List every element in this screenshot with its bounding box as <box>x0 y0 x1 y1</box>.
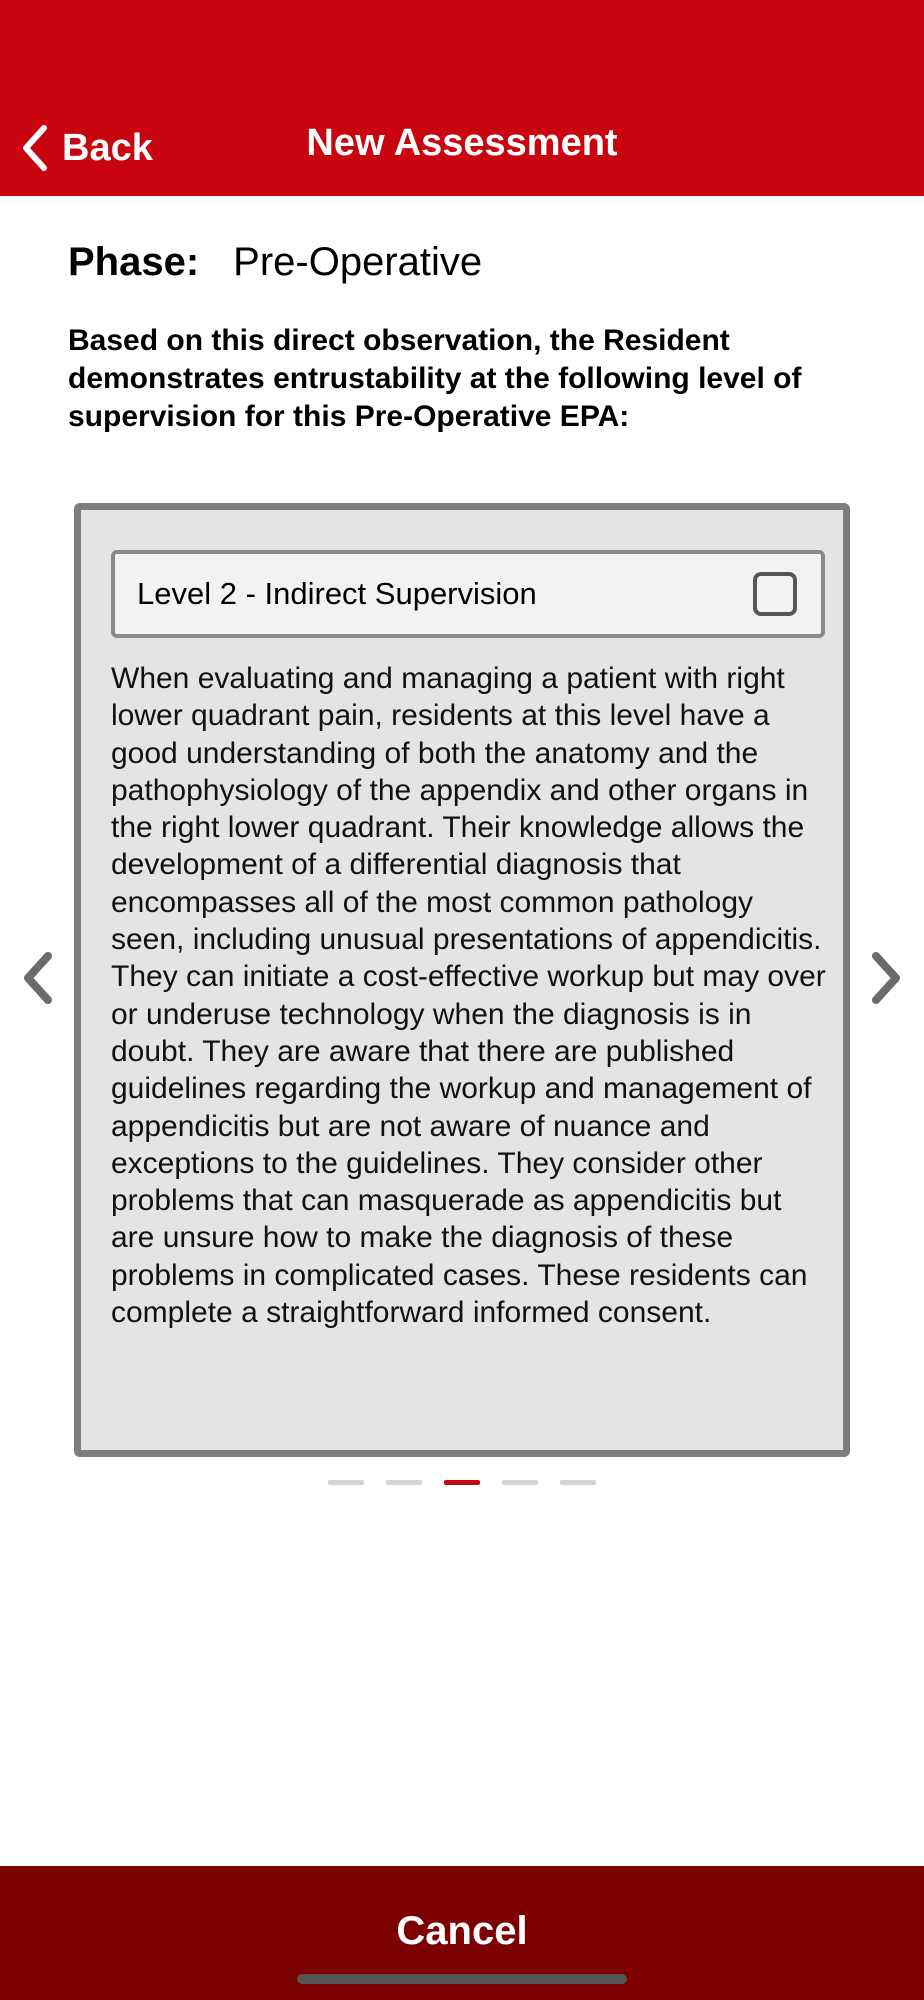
phase-label: Phase: <box>68 240 200 284</box>
level-checkbox[interactable] <box>753 572 797 616</box>
carousel-prev-button[interactable] <box>18 950 58 1006</box>
nav-header <box>0 0 924 196</box>
carousel-next-button[interactable] <box>866 950 906 1006</box>
page-dot[interactable] <box>386 1480 422 1485</box>
level-select-option[interactable] <box>111 550 825 638</box>
back-label: Back <box>62 126 153 169</box>
chevron-right-icon <box>866 950 906 1006</box>
page-dot-active[interactable] <box>444 1480 480 1485</box>
page-dot[interactable] <box>502 1480 538 1485</box>
page-title: New Assessment <box>306 122 618 164</box>
footer-bar <box>0 1866 924 2000</box>
level-description: When evaluating and managing a patient with right lower quadrant pain, residents at this level have a good understanding of both the anatomy and the pathophysiology of the appendix and other organs in the right lower quadrant. Their knowledge allows the development of a differential diagnosis that encompasses all of the most common pathology seen, including unusual presentations of appendicitis. They can initiate a cost-effective workup but may over or underuse technology when the diagnosis is in doubt. They are aware that there are published guidelines regarding the workup and management of appendicitis but are not aware of nuance and exceptions to the guidelines. They consider other problems that can masquerade as appendicitis but are unsure how to make the diagnosis of these problems in complicated cases. These residents can complete a straightforward informed consent. <box>111 662 826 1330</box>
phase-value: Pre-Operative <box>233 240 483 284</box>
supervision-level-card <box>74 503 850 1457</box>
home-indicator <box>297 1974 627 1984</box>
phase-row <box>68 240 482 285</box>
page-indicator <box>0 1480 924 1485</box>
page-dot[interactable] <box>560 1480 596 1485</box>
instruction-text: Based on this direct observation, the Resident demonstrates entrustability at the following level of supervision for this Pre-Operative EPA: <box>68 324 802 433</box>
cancel-label: Cancel <box>396 1908 528 1953</box>
level-label: Level 2 - Indirect Supervision <box>137 576 537 611</box>
chevron-left-icon <box>18 950 58 1006</box>
page-dot[interactable] <box>328 1480 364 1485</box>
